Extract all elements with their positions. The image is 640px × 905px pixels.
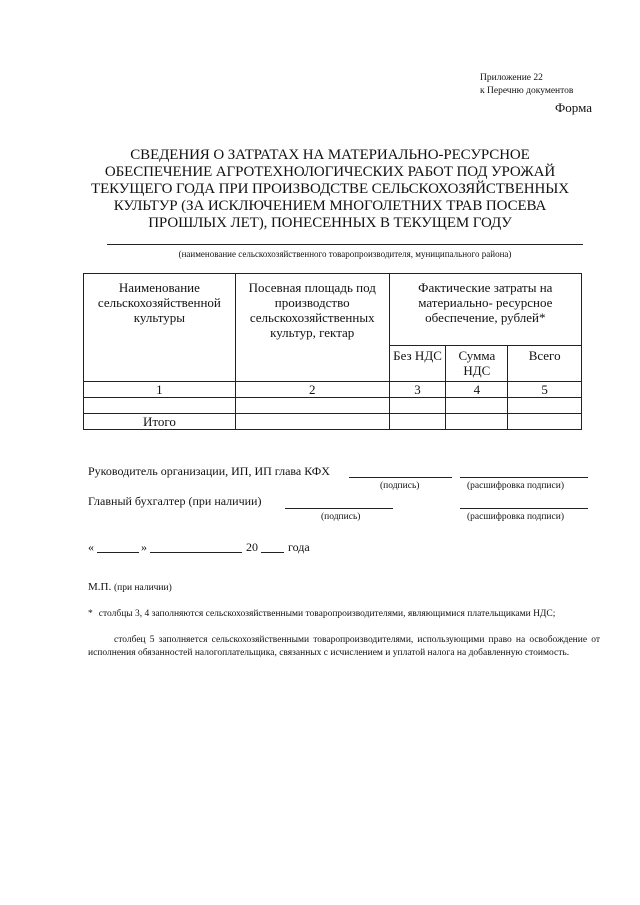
signature-caption: (подпись) [321, 512, 361, 522]
accountant-signature-label: Главный бухгалтер (при наличии) [88, 494, 262, 508]
table-cell[interactable] [508, 398, 582, 414]
head-signature-label: Руководитель организации, ИП, ИП глава КФХ [88, 464, 330, 478]
accountant-decode-line[interactable] [460, 508, 588, 509]
table-header-row [84, 274, 582, 346]
title-line: ТЕКУЩЕГО ГОДА ПРИ ПРОИЗВОДСТВЕ СЕЛЬСКОХОЗЯЙСТВЕННЫХ [91, 181, 569, 197]
table-cell[interactable] [389, 414, 446, 430]
table-cell[interactable] [446, 414, 508, 430]
title-line: КУЛЬТУР (ЗА ИСКЛЮЧЕНИЕМ МНОГОЛЕТНИХ ТРАВ ПОСЕВА [113, 198, 547, 214]
date-close-quote: » [141, 540, 147, 554]
date-open-quote: « [88, 540, 94, 554]
appendix-line1: Приложение 22 [480, 73, 543, 83]
col-number: 2 [235, 382, 389, 398]
footnote-2: столбец 5 заполняется сельскохозяйственными товаропроизводителями, использующими право на освобождение от исполнения обязанностей налогоплательщика, связанных с исчислением и уплатой налога на добавленную стоимость. [88, 635, 600, 658]
col-header-costs: Фактические затраты на материально- ресурсное обеспечение, рублей* [389, 274, 581, 346]
form-label: Форма [555, 100, 592, 115]
producer-name-caption: (наименование сельскохозяйственного товаропроизводителя, муниципального района) [178, 249, 512, 259]
head-signature-line[interactable] [349, 477, 452, 478]
appendix-line2: к Перечню документов [480, 86, 574, 96]
stamp-block [88, 581, 172, 593]
stamp-label: М.П. [88, 581, 112, 593]
date-day-line[interactable] [97, 552, 139, 553]
accountant-signature-line[interactable] [285, 508, 393, 509]
title-line: ОБЕСПЕЧЕНИЕ АГРОТЕХНОЛОГИЧЕСКИХ РАБОТ ПОД УРОЖАЙ [104, 164, 556, 180]
document-title [60, 147, 600, 232]
decode-caption: (расшифровка подписи) [467, 481, 564, 491]
title-line: СВЕДЕНИЯ О ЗАТРАТАХ НА МАТЕРИАЛЬНО-РЕСУРСНОЕ [130, 147, 530, 163]
table-cell[interactable] [446, 398, 508, 414]
table-cell[interactable] [235, 414, 389, 430]
date-year-suffix: года [288, 540, 310, 554]
title-line: ПРОШЛЫХ ЛЕТ), ПОНЕСЕННЫХ В ТЕКУЩЕМ ГОДУ [148, 215, 512, 231]
col-number: 1 [84, 382, 236, 398]
table-row [84, 398, 582, 414]
footnote-1-text: столбцы 3, 4 заполняются сельскохозяйственными товаропроизводителями, являющимися плательщиками НДС; [98, 609, 556, 619]
subcol-vat-amount: Сумма НДС [446, 346, 508, 382]
table-cell[interactable] [84, 398, 236, 414]
subcol-total: Всего [508, 346, 582, 382]
producer-name-line[interactable] [107, 244, 583, 245]
column-numbers-row [84, 382, 582, 398]
table-cell[interactable] [389, 398, 446, 414]
date-month-line[interactable] [150, 552, 242, 553]
date-year-line[interactable] [261, 552, 284, 553]
col-number: 3 [389, 382, 446, 398]
col-header-area: Посевная площадь под производство сельскохозяйственных культур, гектар [235, 274, 389, 382]
head-decode-line[interactable] [460, 477, 588, 478]
col-number: 5 [508, 382, 582, 398]
total-label: Итого [84, 414, 236, 430]
date-year-prefix: 20 [246, 540, 258, 554]
footnote-1 [88, 608, 600, 621]
col-header-culture: Наименование сельскохозяйственной культуры [84, 274, 236, 382]
decode-caption: (расшифровка подписи) [467, 512, 564, 522]
footnote-star: * [88, 609, 93, 619]
total-row [84, 414, 582, 430]
table-cell[interactable] [235, 398, 389, 414]
signature-caption: (подпись) [380, 481, 420, 491]
appendix-reference [480, 72, 573, 98]
costs-table [83, 273, 582, 430]
subcol-without-vat: Без НДС [389, 346, 446, 382]
table-cell[interactable] [508, 414, 582, 430]
col-number: 4 [446, 382, 508, 398]
stamp-note: (при наличии) [113, 583, 172, 593]
